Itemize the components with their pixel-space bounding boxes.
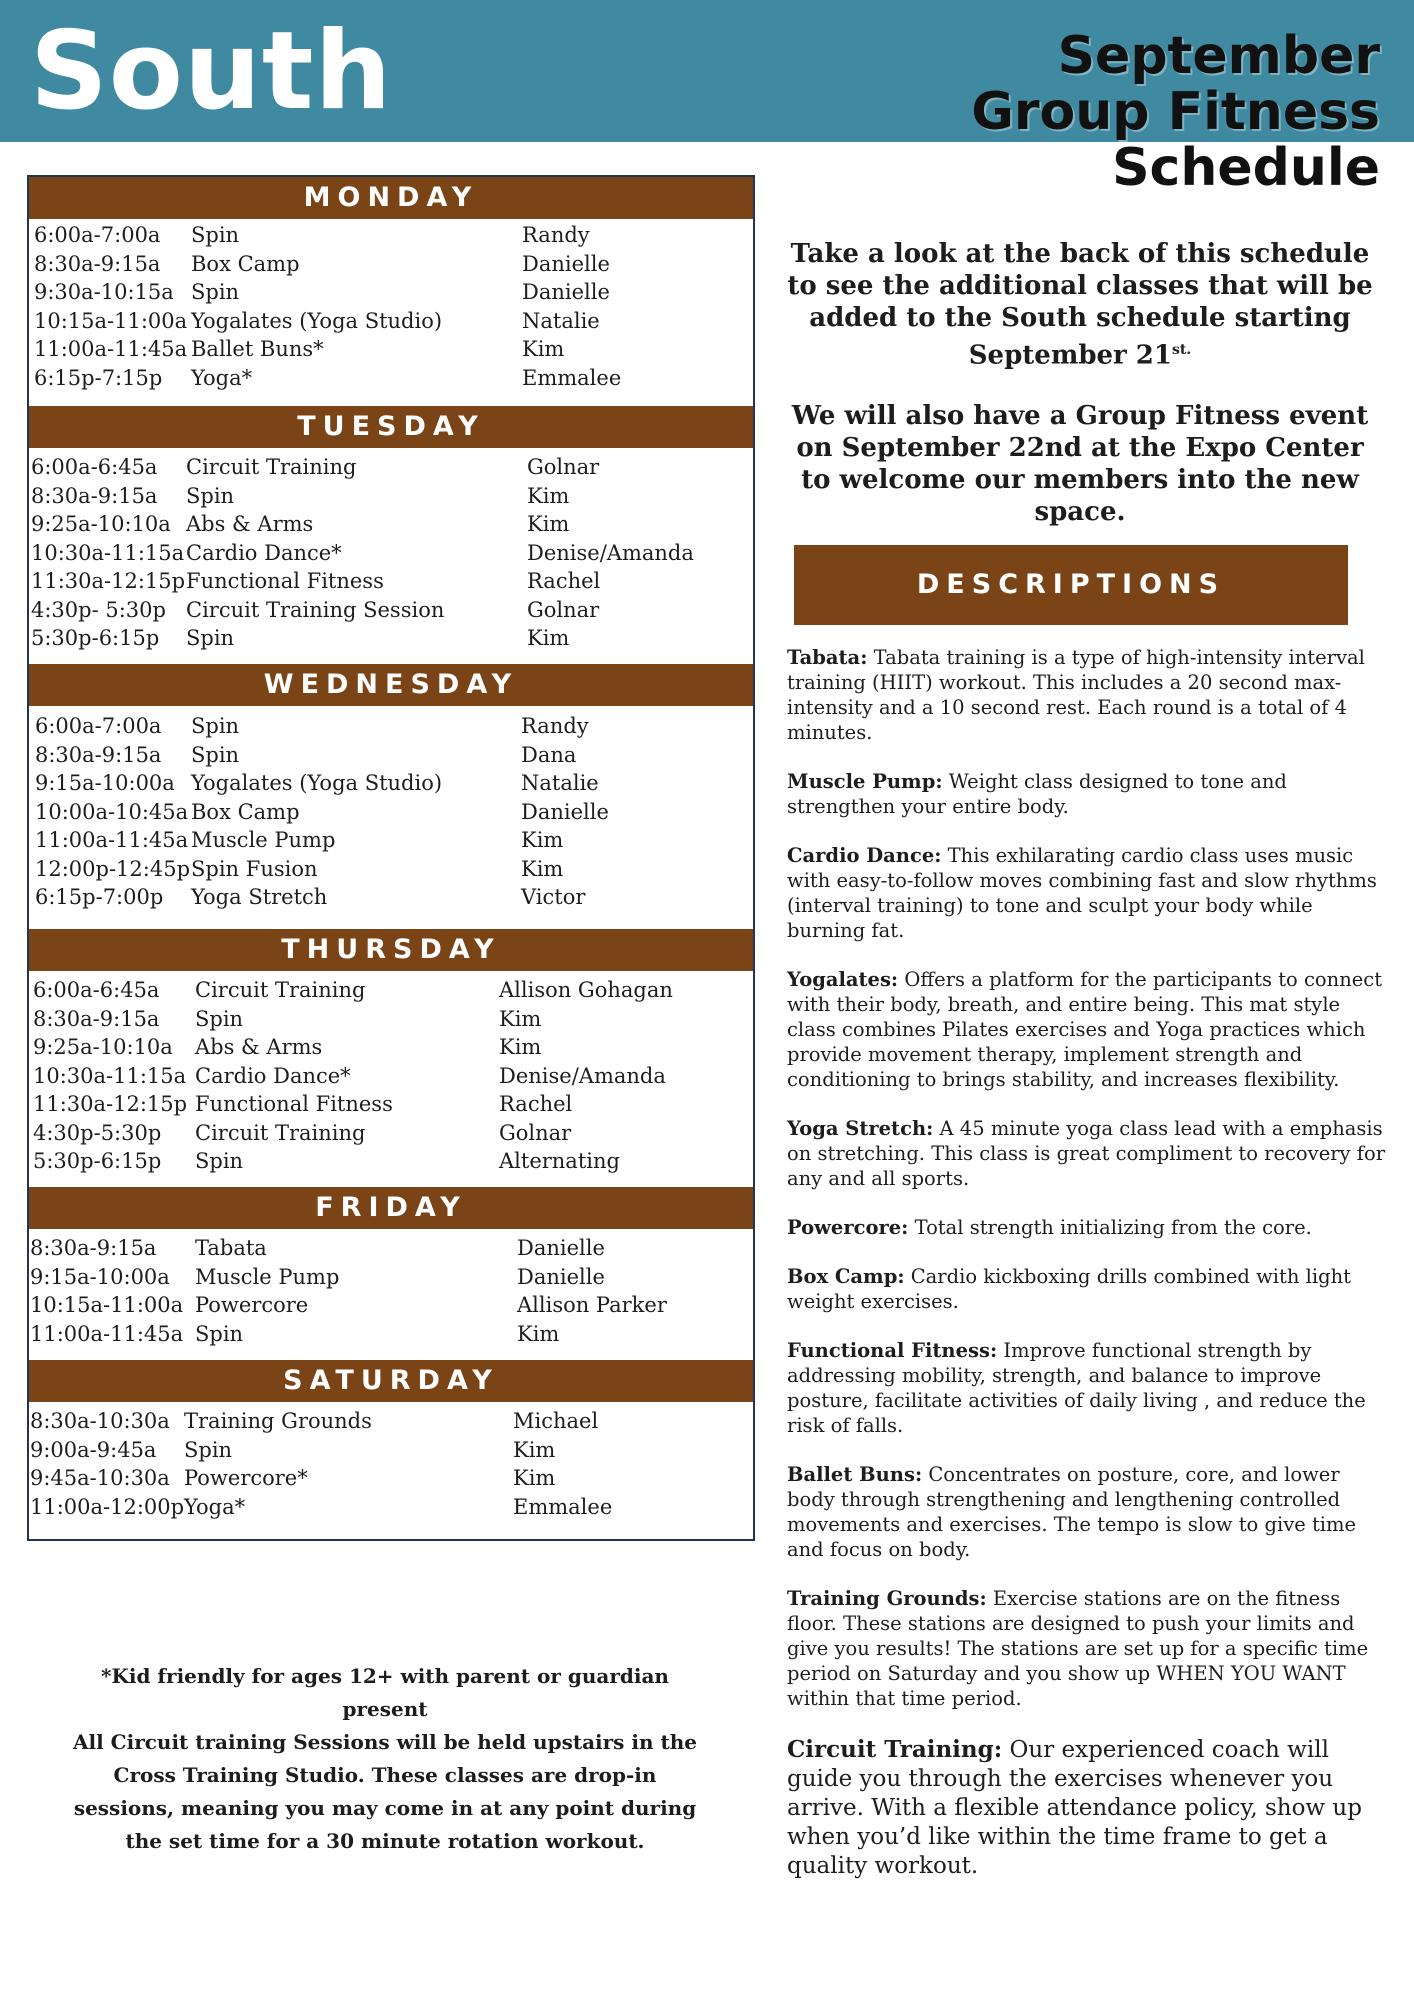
- class-row: 9:25a-10:10a Abs & Arms Kim: [31, 512, 570, 536]
- location-title: South: [30, 9, 393, 134]
- class-row: 6:00a-7:00a Spin Randy: [35, 714, 589, 738]
- intro-paragraph-2: We will also have a Group Fitness event on September 22nd at the Expo Center to welcome our members into the new space.: [791, 401, 1369, 527]
- kid-friendly-note: *Kid friendly for ages 12+ with parent or guardian present: [101, 1664, 669, 1721]
- description-item: Yoga Stretch: A 45 minute yoga class lead with a emphasis on stretching. This class is great compliment to recovery for any and all sports.: [787, 1117, 1386, 1190]
- description-item: Ballet Buns: Concentrates on posture, core, and lower body through strengthening and lengthening controlled movements and exercises. The tempo is slow to give time and focus on body.: [787, 1463, 1357, 1561]
- class-row: 11:00a-12:00p Yoga* Emmalee: [30, 1494, 613, 1519]
- class-row: 10:00a-10:45a Box Camp Danielle: [35, 799, 609, 824]
- class-row: 9:00a-9:45a Spin Kim: [30, 1437, 556, 1462]
- class-row: 9:30a-10:15a Spin Danielle: [34, 280, 610, 304]
- class-row: 6:00a-6:45a Circuit Training Allison Gohagan: [33, 978, 673, 1002]
- title-line: Group Fitness: [971, 82, 1380, 142]
- day-rows-tuesday: [29, 453, 753, 653]
- class-row: 11:30a-12:15p Functional Fitness Rachel: [33, 1092, 573, 1116]
- class-row: 8:30a-9:15a Spin Dana: [35, 742, 577, 767]
- day-header-tuesday: TUESDAY: [29, 406, 753, 448]
- class-row: 4:30p- 5:30p Circuit Training Session Golnar: [31, 597, 600, 622]
- day-rows-thursday: [29, 976, 753, 1176]
- day-rows-friday: [29, 1234, 753, 1348]
- description-item: Powercore: Total strength initializing from the core.: [787, 1216, 1312, 1239]
- descriptions-list: [787, 645, 1387, 1905]
- day-rows-monday: [29, 221, 753, 392]
- day-header-saturday: SATURDAY: [29, 1360, 753, 1402]
- descriptions-header: DESCRIPTIONS: [794, 545, 1348, 625]
- class-row: 10:15a-11:00a Yogalates (Yoga Studio) Natalie: [34, 308, 600, 333]
- day-header-wednesday: WEDNESDAY: [29, 664, 753, 706]
- class-row: 11:00a-11:45a Spin Kim: [30, 1321, 560, 1346]
- class-row: 4:30p-5:30p Circuit Training Golnar: [33, 1120, 572, 1145]
- description-item: Muscle Pump: Weight class designed to tone and strengthen your entire body.: [787, 770, 1287, 818]
- intro-superscript: st.: [1171, 342, 1192, 358]
- class-row: 6:00a-7:00a Spin Randy: [34, 223, 590, 247]
- class-row: 9:25a-10:10a Abs & Arms Kim: [33, 1035, 542, 1059]
- class-row: 9:15a-10:00a Muscle Pump Danielle: [30, 1264, 605, 1289]
- class-row: 10:30a-11:15a Cardio Dance* Denise/Amanda: [31, 540, 694, 565]
- title-line: September: [1057, 26, 1380, 86]
- class-row: 8:30a-9:15a Box Camp Danielle: [34, 251, 610, 276]
- class-row: 8:30a-9:15a Spin Kim: [33, 1006, 542, 1031]
- day-header-thursday: THURSDAY: [29, 929, 753, 971]
- description-item: Training Grounds: Exercise stations are on the fitness floor. These stations are designed to push your limits and give you results! The stations are set up for a specific time period on Saturday and you show up WHEN YOU WANT within that time period.: [787, 1587, 1369, 1710]
- intro-text: Take a look at the back of this schedule to see the additional classes that will be added to the South schedule starting September 21: [787, 239, 1373, 371]
- class-row: 12:00p-12:45p Spin Fusion Kim: [35, 856, 564, 881]
- class-row: 9:45a-10:30a Powercore* Kim: [30, 1466, 556, 1490]
- title-line: Schedule: [1112, 138, 1380, 198]
- description-item: Box Camp: Cardio kickboxing drills combined with light weight exercises.: [787, 1265, 1351, 1313]
- class-row: 10:15a-11:00a Powercore Allison Parker: [30, 1293, 667, 1317]
- day-header-friday: FRIDAY: [29, 1187, 753, 1229]
- description-item: Functional Fitness: Improve functional strength by addressing mobility, strength, and balance to improve posture, facilitate activities of daily living , and reduce the risk of falls.: [787, 1339, 1366, 1437]
- class-row: 9:15a-10:00a Yogalates (Yoga Studio) Natalie: [35, 771, 599, 795]
- schedule-table: [27, 175, 755, 1541]
- intro-paragraph-1: [780, 238, 1380, 372]
- class-row: 6:00a-6:45a Circuit Training Golnar: [31, 455, 600, 479]
- description-item: Yogalates: Offers a platform for the participants to connect with their body, breath, and entire being. This mat style class combines Pilates exercises and Yoga practices which provide movement therapy, implement strength and conditioning to brings stability, and increases flexibility.: [787, 968, 1383, 1091]
- schedule-title: [971, 28, 1380, 196]
- class-row: 8:30a-9:15a Tabata Danielle: [30, 1236, 605, 1260]
- class-row: 11:00a-11:45a Ballet Buns* Kim: [34, 337, 565, 361]
- class-row: 6:15p-7:15p Yoga* Emmalee: [34, 365, 622, 390]
- circuit-note: All Circuit training Sessions will be held upstairs in the Cross Training Studio. These classes are drop-in sessions, meaning you may come in at any point during the set time for a 30 minute rotation workout.: [73, 1730, 697, 1853]
- class-row: 6:15p-7:00p Yoga Stretch Victor: [35, 885, 586, 909]
- class-row: 8:30a-10:30a Training Grounds Michael: [30, 1409, 599, 1433]
- class-row: 11:30a-12:15p Functional Fitness Rachel: [31, 569, 601, 593]
- description-item: Circuit Training: Our experienced coach will guide you through the exercises whenever you arrive. With a flexible attendance policy, show up when you’d like within the time frame to get a quality workout.: [787, 1736, 1362, 1879]
- description-item: Cardio Dance: This exhilarating cardio class uses music with easy-to-follow moves combining fast and slow rhythms (interval training) to tone and sculpt your body while burning fat.: [787, 844, 1377, 942]
- class-row: 10:30a-11:15a Cardio Dance* Denise/Amanda: [33, 1063, 666, 1088]
- class-row: 5:30p-6:15p Spin Kim: [31, 626, 570, 650]
- day-rows-wednesday: [29, 712, 753, 912]
- class-row: 5:30p-6:15p Spin Alternating: [33, 1149, 620, 1173]
- class-row: 11:00a-11:45a Muscle Pump Kim: [35, 828, 564, 852]
- day-header-monday: MONDAY: [29, 177, 753, 219]
- class-row: 8:30a-9:15a Spin Kim: [31, 483, 570, 508]
- day-rows-saturday: [29, 1407, 753, 1521]
- description-item: Tabata: Tabata training is a type of high-intensity interval training (HIIT) workout. This includes a 20 second max-intensity and a 10 second rest. Each round is a total of 4 minutes.: [787, 646, 1365, 744]
